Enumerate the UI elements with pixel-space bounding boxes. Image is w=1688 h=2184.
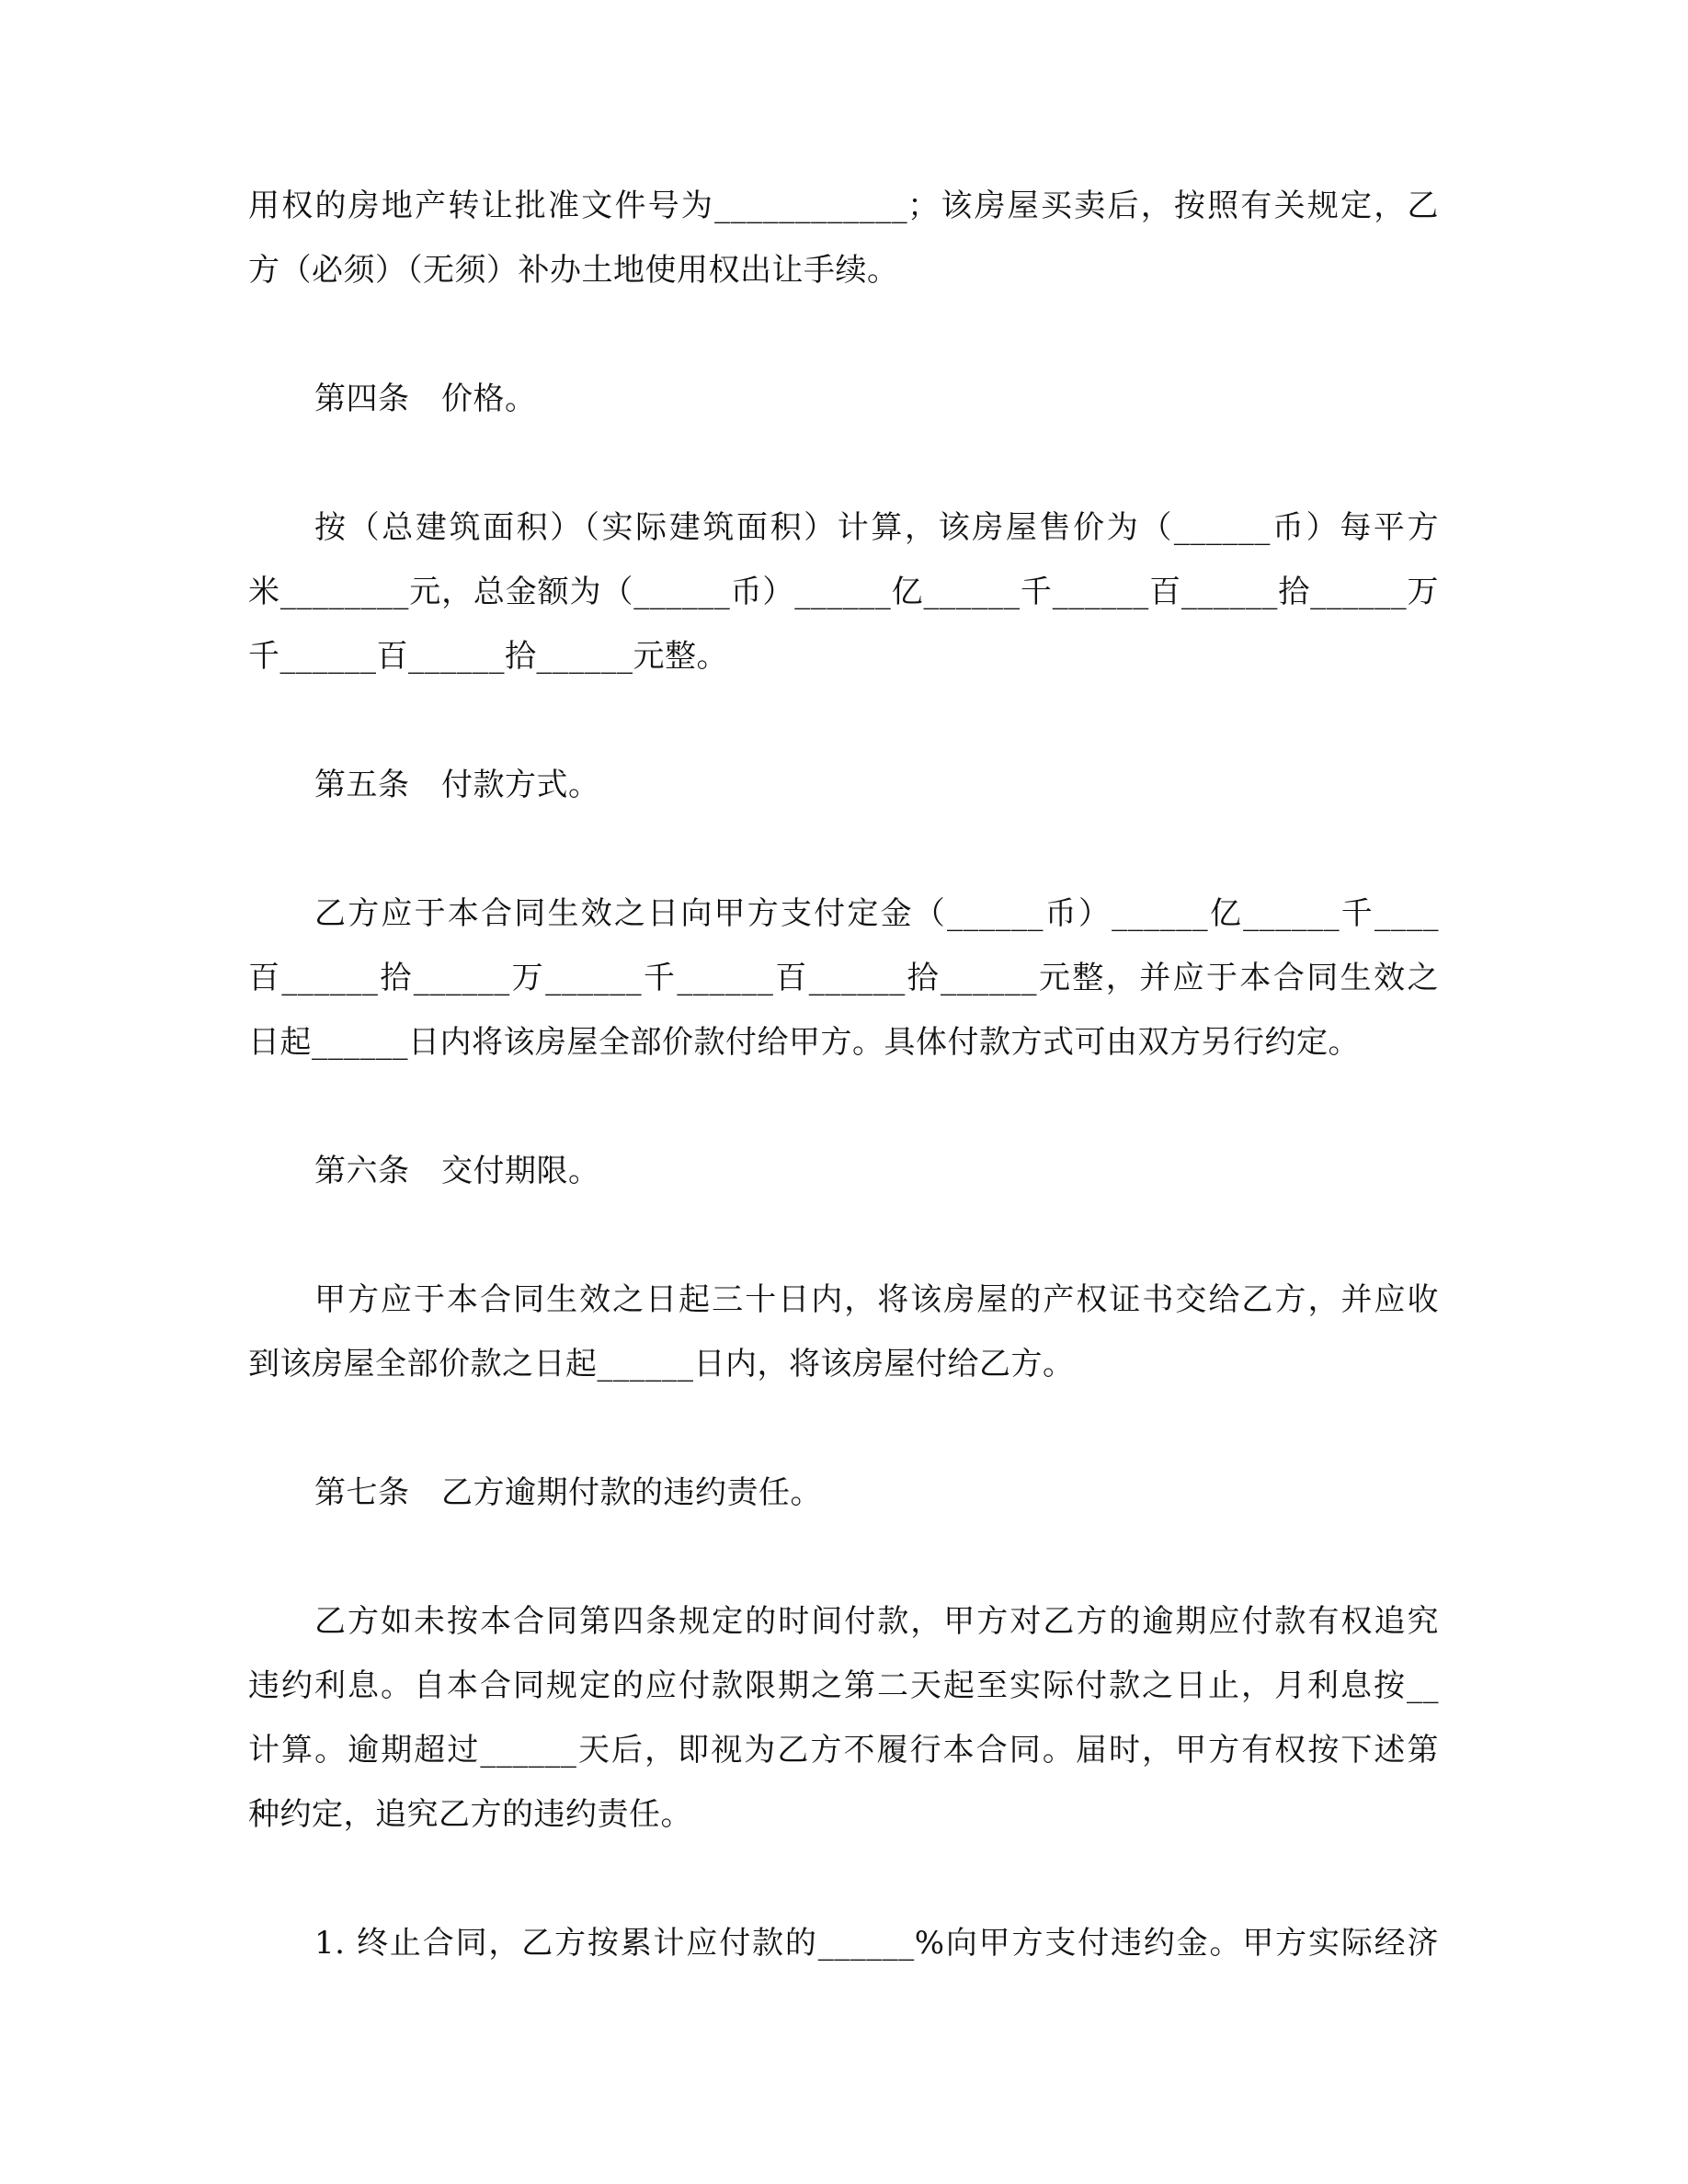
paragraph-line: 到该房屋全部价款之日起______日内，将该房屋付给乙方。 [248,1346,1075,1382]
paragraph-gap [248,441,1439,506]
paragraph-gap [248,1857,1439,1921]
paragraph-gap [248,827,1439,892]
paragraph-line: 种约定，追究乙方的违约责任。 [248,1796,692,1833]
paragraph-gap [248,699,1439,763]
paragraph-line: 甲方应于本合同生效之日起三十日内，将该房屋的产权证书交给乙方，并应收 [314,1281,1439,1318]
paragraph-gap [248,1085,1439,1149]
paragraph-line: 米________元，总金额为（______币）______亿______千______百______拾______万 [248,574,1439,610]
paragraph-line: 按（总建筑面积）（实际建筑面积）计算，该房屋售价为（______币）每平方 [314,509,1439,546]
paragraph-line: 计算。逾期超过______天后，即视为乙方不履行本合同。届时，甲方有权按下述第 [248,1732,1439,1769]
paragraph-line: 违约利息。自本合同规定的应付款限期之第二天起至实际付款之日止，月利息按__ [248,1667,1439,1704]
paragraph-gap [248,1535,1439,1599]
paragraph-line: 日起______日内将该房屋全部价款付给甲方。具体付款方式可由双方另行约定。 [248,1024,1360,1061]
paragraph-line: 乙方应于本合同生效之日向甲方支付定金（______币）______亿______千____ [314,895,1439,932]
paragraph-gap [248,1213,1439,1278]
article-heading-6: 第六条 交付期限。 [314,1153,600,1189]
paragraph-line: 方（必须）（无须）补办土地使用权出让手续。 [248,252,899,289]
paragraph-line: 乙方如未按本合同第四条规定的时间付款，甲方对乙方的逾期应付款有权追究 [314,1603,1439,1640]
paragraph-line: 用权的房地产转让批准文件号为____________；该房屋买卖后，按照有关规定，乙 [248,188,1439,224]
contract-page [248,184,1439,1985]
list-item-1: 1. 终止合同，乙方按累计应付款的______%向甲方支付违约金。甲方实际经济 [314,1925,1439,1962]
article-heading-7: 第七条 乙方逾期付款的违约责任。 [314,1474,822,1511]
article-heading-4: 第四条 价格。 [314,381,537,417]
paragraph-gap [248,1406,1439,1471]
paragraph-line: 百______拾______万______千______百______拾______元整，并应于本合同生效之 [248,960,1439,996]
paragraph-gap [248,313,1439,377]
paragraph-line: 千______百______拾______元整。 [248,638,728,675]
article-heading-5: 第五条 付款方式。 [314,767,600,803]
